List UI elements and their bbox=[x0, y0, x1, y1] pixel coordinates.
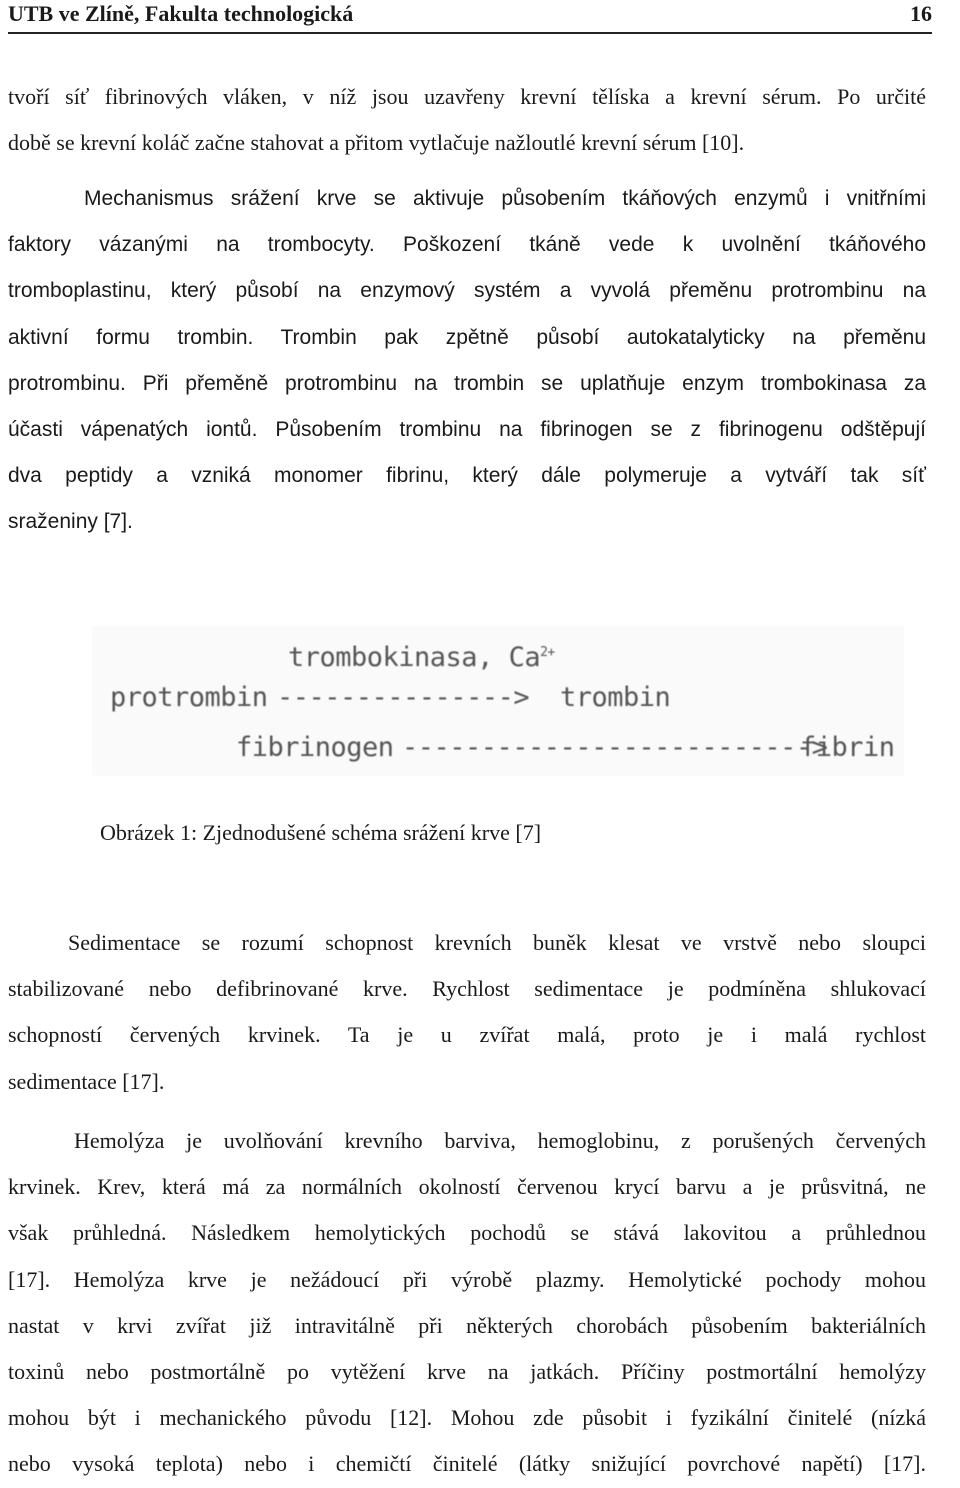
text-line: toxinů nebo postmortálně po vytěžení krve na jatkách. Příčiny postmortální hemolýzy bbox=[8, 1359, 926, 1385]
diagram-fibrinogen: fibrinogen bbox=[236, 732, 394, 763]
text-line: krvinek. Krev, která má za normálních okolností červenou krycí barvu a je průsvitná, ne bbox=[8, 1174, 926, 1200]
text-line: době se krevní koláč začne stahovat a přitom vytlačuje nažloutlé krevní sérum [10]. bbox=[8, 130, 745, 156]
paragraph-fibrin-net bbox=[8, 74, 926, 166]
text-line: tvoří síť fibrinových vláken, v níž jsou uzavřeny krevní tělíska a krevní sérum. Po určité bbox=[8, 84, 926, 109]
diagram-enzyme-label: trombokinasa, $Ca^{2+}$ bbox=[288, 642, 555, 673]
text-line: protrombinu. Při přeměně protrombinu na trombin se uplatňuje enzym trombokinasa za bbox=[8, 371, 926, 395]
text-line: dva peptidy a vzniká monomer fibrinu, který dále polymeruje a vytváří tak síť bbox=[8, 464, 926, 488]
text-line: Sedimentace se rozumí schopnost krevních buněk klesat ve vrstvě nebo sloupci bbox=[68, 930, 926, 955]
paragraph-hemolysis bbox=[8, 1118, 926, 1488]
text-line: tromboplastinu, který působí na enzymový systém a vyvolá přeměnu protrombinu na bbox=[8, 279, 926, 303]
figure-caption: Obrázek 1: Zjednodušené schéma srážení krve [7] bbox=[100, 820, 542, 845]
diagram-arrow-2: --------------------------> bbox=[402, 732, 828, 763]
text-line: aktivní formu trombin. Trombin pak zpětně působí autokatalyticky na přeměnu bbox=[8, 325, 926, 349]
diagram-protrombin: protrombin bbox=[110, 682, 268, 713]
text-line: účasti vápenatých iontů. Působením trombinu na fibrinogen se z fibrinogenu odštěpují bbox=[8, 418, 926, 442]
text-line: Mechanismus srážení krve se aktivuje působením tkáňových enzymů i vnitřními bbox=[84, 187, 926, 210]
text-line: sraženiny [7]. bbox=[8, 510, 133, 534]
paragraph-coagulation-mechanism bbox=[8, 176, 926, 546]
text-line: nastat v krvi zvířat již intravitálně při některých chorobách působením bakteriálních bbox=[8, 1312, 926, 1338]
text-line: sedimentace [17]. bbox=[8, 1068, 165, 1094]
paragraph-sedimentation bbox=[8, 920, 926, 1105]
text-line: schopností červených krvinek. Ta je u zvířat malá, proto je i malá rychlost bbox=[8, 1022, 926, 1048]
page-header bbox=[8, 0, 932, 34]
text-line: faktory vázanými na trombocyty. Poškození tkáně vede k uvolnění tkáňového bbox=[8, 233, 926, 257]
text-line: stabilizované nebo defibrinované krve. Rychlost sedimentace je podmíněna shlukovací bbox=[8, 976, 926, 1002]
diagram-trombin: trombin bbox=[560, 682, 671, 713]
text-line: [17]. Hemolýza krve je nežádoucí při výrobě plazmy. Hemolytické pochody mohou bbox=[8, 1266, 926, 1292]
header-title: UTB ve Zlíně, Fakulta technologická bbox=[8, 1, 354, 26]
diagram-fibrin: fibrin bbox=[800, 732, 895, 763]
text-line: mohou být i mechanického původu [12]. Mohou zde působit i fyzikální činitelé (nízká bbox=[8, 1405, 926, 1431]
page-number: 16 bbox=[910, 1, 932, 26]
coagulation-diagram bbox=[92, 626, 904, 776]
diagram-arrow-1: ---------------> bbox=[277, 682, 530, 713]
text-line: nebo vysoká teplota) nebo i chemičtí činitelé (látky snižující povrchové napětí) [17]. bbox=[8, 1451, 926, 1477]
text-line: Hemolýza je uvolňování krevního barviva, hemoglobinu, z porušených červených bbox=[74, 1128, 926, 1153]
text-line: však průhledná. Následkem hemolytických pochodů se stává lakovitou a průhlednou bbox=[8, 1220, 926, 1246]
